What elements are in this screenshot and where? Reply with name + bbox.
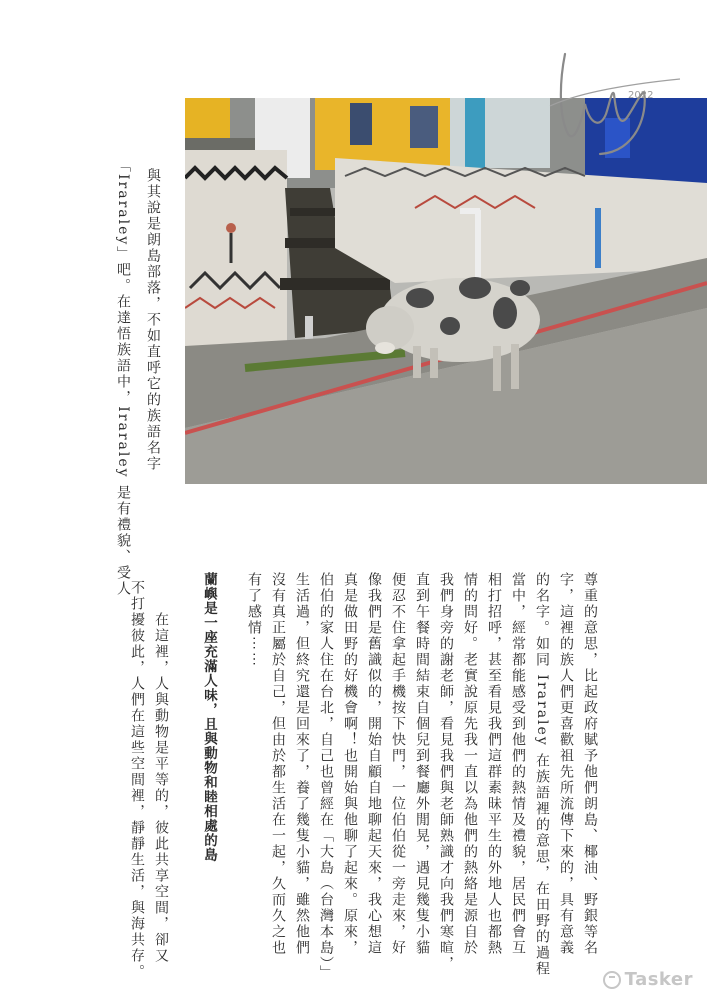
body-column-9: 便忍不住拿起手機按下快門，一位伯伯從一旁走來，好 [390, 572, 406, 956]
body-column-7: 我們身旁的謝老師，看見我們與老師熟識才向我們寒暄， [438, 572, 454, 972]
body-column-6: 情的問好。老實說原先我一直以為他們的熱絡是源自於 [462, 572, 478, 956]
section-column-2: 不打擾彼此，人們在這些空間裡，靜靜生活，與海共存。 [129, 580, 145, 980]
body-column-14: 沒有真正屬於自己，但由於都生活在一起，久而久之也 [270, 572, 286, 956]
body-column-2: 字，這裡的族人們更喜歡祖先所流傳下來的，具有意義 [558, 572, 574, 956]
intro-column-1: 與其說是朗島部落，不如直呼它的族語名字 [145, 168, 161, 472]
signature-year: 2022 [628, 90, 654, 101]
body-column-10: 像我們是舊識似的，開始自顧自地聊起天來，我心想這 [366, 572, 382, 956]
signature-mark [540, 34, 690, 164]
intro-column-2: 「Iraraley」吧。在達悟族語中，Iraraley 是有禮貌、受人 [115, 158, 131, 598]
section-heading: 蘭嶼是一座充滿人味，且與動物和睦相處的島 [201, 572, 217, 862]
body-column-12: 伯伯的家人住在台北，自己也曾經在「大島（台灣本島）」 [318, 572, 334, 981]
body-column-13: 生活過，但終究還是回來了，養了幾隻小貓，雖然他們 [294, 572, 310, 956]
section-column-1: 在這裡，人與動物是平等的，彼此共享空間，卻又 [153, 596, 169, 964]
body-column-4: 當中，經常都能感受到他們的熱情及禮貌，居民們會互 [510, 572, 526, 956]
body-column-3: 的名字。如同 Iraraley 在族語裡的意思，在田野的過程 [534, 572, 550, 978]
brand-logo-icon [603, 971, 621, 989]
body-column-8: 直到午餐時間結束自個兒到餐廳外閒晃，遇見幾隻小貓 [414, 572, 430, 956]
body-column-1: 尊重的意思，比起政府賦予他們朗島、椰油、野銀等名 [582, 572, 598, 956]
body-column-11: 真是做田野的好機會啊！也開始與他聊了起來。原來， [342, 572, 358, 956]
brand-name: Tasker [624, 969, 693, 990]
brand-watermark [603, 969, 693, 990]
body-column-15: 有了感情⋯⋯ [246, 572, 262, 668]
body-column-5: 相打招呼，甚至看見我們這群素昧平生的外地人也都熱 [486, 572, 502, 956]
